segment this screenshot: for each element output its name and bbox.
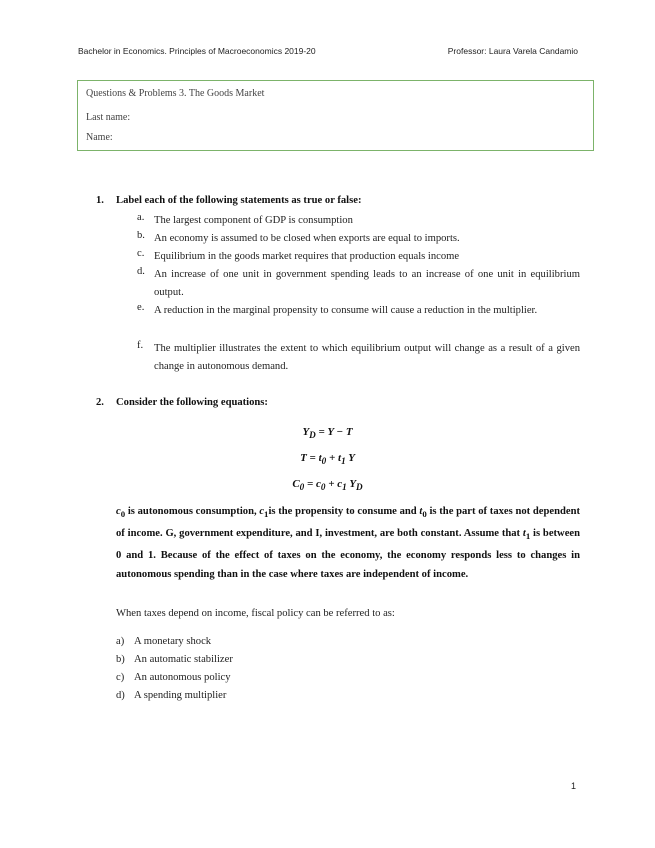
symbol-t: t	[419, 506, 423, 517]
question-1-prompt: Label each of the following statements as true or false:	[116, 195, 362, 206]
page-number: 1	[571, 781, 577, 791]
description-text: is the propensity to consume and	[268, 506, 420, 517]
symbol-c: c	[116, 506, 121, 517]
option-text: An automatic stabilizer	[134, 654, 233, 665]
option-text: An autonomous policy	[134, 672, 231, 683]
equation-consumption: $C_0 = c_0 + c_1$ $Y_D$	[292, 478, 363, 493]
q1-item-text: Equilibrium in the goods market requires that production equals income	[154, 251, 460, 262]
symbol-subscript: 1	[264, 509, 269, 520]
equation-disposable-income: $Y_D = Y - T$	[302, 426, 353, 441]
header-professor: Professor: Laura Varela Candamio	[447, 46, 578, 56]
question-2-heading	[0, 397, 655, 411]
q1-item-text: The multiplier illustrates the extent to which equilibrium output will change as a result of a given change in autonomous demand.	[154, 343, 580, 372]
question-2-description	[116, 502, 580, 584]
symbol-subscript: 0	[422, 509, 427, 520]
header-course: Bachelor in Economics. Principles of Macroeconomics 2019-20	[78, 46, 316, 56]
option-text: A monetary shock	[134, 636, 212, 647]
option-label: a)	[116, 636, 125, 647]
last-name-label: Last name:	[86, 112, 131, 123]
symbol-t: t	[522, 528, 526, 540]
description-text: is the part of taxes not dependent of income. G, government expenditure, and I, investment, are both constant. Assume that	[116, 506, 580, 540]
equation-taxes: $T = t_0 + t_1$ Y	[300, 452, 355, 467]
question-1-heading	[0, 195, 655, 209]
name-label: Name:	[86, 132, 113, 143]
question-2-number: 2.	[96, 397, 104, 408]
q1-item-text: A reduction in the marginal propensity to consume will cause a reduction in the multiplier.	[154, 305, 538, 316]
option-label: d)	[116, 690, 125, 701]
info-box-title: Questions & Problems 3. The Goods Market	[86, 88, 265, 99]
info-box	[77, 80, 594, 151]
symbol-c: c	[259, 506, 265, 517]
q1-item-label: b.	[137, 230, 145, 241]
question-2-followup: When taxes depend on income, fiscal policy can be referred to as:	[116, 608, 395, 619]
description-text: is between 0 and 1. Because of the effect of taxes on the economy, the economy responds less to changes in autonomous spending than in the case where taxes are independent of income.	[116, 528, 580, 581]
symbol-subscript: 0	[120, 509, 126, 520]
q1-item-label: a.	[137, 212, 145, 223]
q1-item-label: d.	[137, 266, 145, 277]
description-text: is autonomous consumption,	[125, 506, 260, 517]
q1-item-label: c.	[137, 248, 145, 259]
option-label: b)	[116, 654, 125, 665]
q1-item-label: e.	[137, 302, 145, 313]
q1-item-text: An economy is assumed to be closed when exports are equal to imports.	[154, 233, 460, 244]
symbol-subscript: 1	[525, 531, 531, 542]
q1-item-text: An increase of one unit in government spending leads to an increase of one unit in equilibrium output.	[154, 269, 580, 298]
q1-item-label: f.	[137, 340, 144, 351]
q1-item-text: The largest component of GDP is consumption	[154, 215, 353, 226]
question-1-number: 1.	[96, 195, 104, 206]
option-label: c)	[116, 672, 125, 683]
option-text: A spending multiplier	[134, 690, 227, 701]
question-2-prompt: Consider the following equations:	[116, 397, 268, 408]
